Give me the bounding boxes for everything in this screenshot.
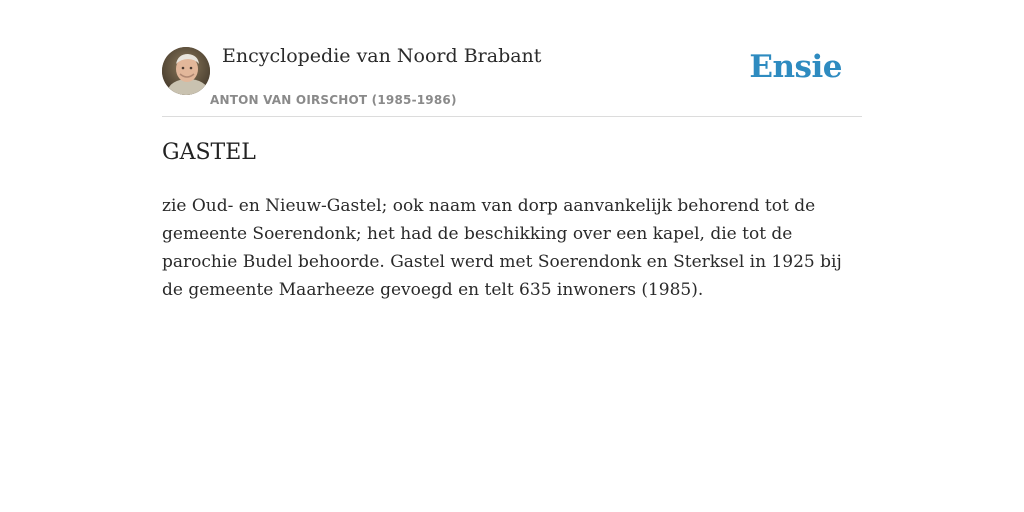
page-container bbox=[162, 0, 862, 300]
site-title-link[interactable]: Encyclopedie van Noord Brabant bbox=[222, 45, 542, 67]
author-photo-icon bbox=[162, 47, 210, 95]
author-avatar[interactable] bbox=[162, 47, 210, 95]
author-name[interactable]: ANTON VAN OIRSCHOT (1985-1986) bbox=[210, 93, 457, 107]
entry-body: zie Oud- en Nieuw-Gastel; ook naam van dorp aanvankelijk behorend tot de gemeente Soerendonk; het had de beschikking over een kapel, die tot de parochie Budel behoorde. Gastel werd met Soerendonk en Sterksel in 1925 bij de gemeente Maarheeze gevoegd en telt 635 inwoners (1985). bbox=[162, 196, 842, 300]
header bbox=[162, 0, 862, 117]
ensie-logo[interactable]: Ensie bbox=[749, 49, 842, 85]
entry-title: GASTEL bbox=[162, 140, 256, 165]
